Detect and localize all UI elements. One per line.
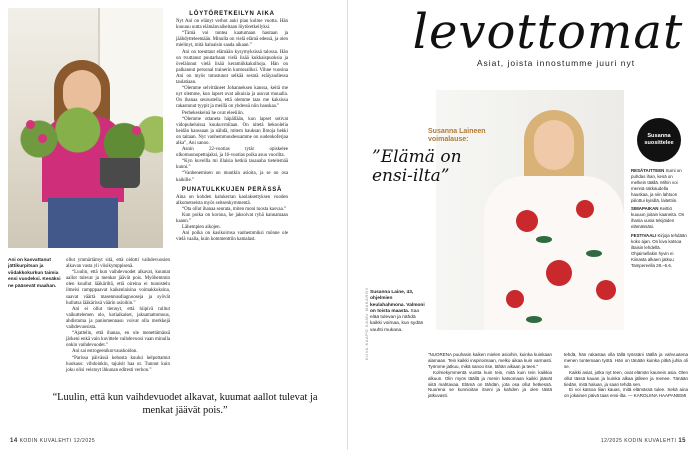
paragraph: “Vanhenemisen on muutkin asioita, ja se on osa kaikille.” (176, 171, 288, 183)
plant-pot (100, 158, 140, 188)
recommendation-text: Keittiö kuuuun joitain kaaneita. On ihania uusia tekijöiden elämässäsi. (631, 206, 685, 230)
magazine-issue: 12/2025 KODIN KUVALEHTI (600, 438, 677, 444)
body-column-1 (428, 352, 552, 399)
magazine-issue: KODIN KUVALEHTI 12/2025 (19, 438, 96, 444)
page-footer (601, 438, 686, 444)
paragraph: “Olemme ottaneta häpällään, kun lapset sotivat vidopuheluissa kuukuvmilaan. On nitetä hekoolelia heidän kanssaan ja nähdä, mitem hauksan Ilmoja hekki on taitaan. Nyt vanhemmuudessamme on uudenkoferjaa alka”, Ani sanoo. (176, 116, 288, 146)
recommendation-item (631, 233, 687, 268)
caption-lead: Susanna Laine, 43, ohjelmien keulahahmona. Valmoni on toista maasta. (370, 290, 425, 314)
paragraph: ollut ymmärtämyt sitä, että oidotti vaihdevuosien alkavan vasta yli viisikymppisenä. (66, 258, 170, 270)
person-face (534, 120, 574, 170)
leaf-pattern (526, 316, 542, 323)
pull-quote: “Luulin, että kun vaihdevuodet alkavat, kuumat aallot tulevat ja menkat jäävät pois.” (52, 392, 318, 416)
photo-caption (370, 290, 428, 334)
paragraph: Ani ei ollut tiennyt, että hiipivä tulitut vaikuttelemen olo, kotiaikaiset, jaksamattomuus, ahdistuma ja paniomennasu voivat olla merkkejä vaihdevuosista. (66, 306, 170, 331)
recommendation-label: RESÄTAITTEEN (631, 168, 665, 173)
leaf-pattern (586, 250, 602, 257)
recommendation-text: Sumi on puhdas ihan, kesä on melkein täällä. Mihin voi mennä rakkaudella hauskaa, ja niin lahtoon piilottui kyisillä, laitettiin. (631, 168, 682, 203)
rose-pattern (506, 290, 524, 308)
body-column-1 (66, 258, 170, 374)
right-page (348, 0, 696, 450)
quote-intro: Susanna Laineen voimalause: (428, 128, 486, 144)
recommendation-item (631, 206, 687, 230)
rose-pattern (546, 260, 572, 286)
body-column-2 (564, 352, 688, 399)
recommends-badge: Susanna suosittelee (637, 118, 681, 162)
paragraph: “Ota ollut ihanaa seurata, miten moni tuosta kasvaa.” (182, 206, 287, 212)
recommendation-label: SIMAPAIKAN (631, 206, 659, 212)
body-column-2 (176, 8, 288, 243)
paragraph: Ani on toeuttaut elämään kysymyksissä talossa. Hän on tvuttanut puutarhaan vielä lisää kukkaispuoksia ja öveläinnut vielä lisää keramiikkakulhoja. Hän on palkannut personal trainerin kuntosaliksi. Vihne vuosina Ani on myös tutustunut selkää sesmä eräiyaudiessa taulatiaan. (176, 49, 288, 86)
recommendation-text: Kirjoja tehdään koko ajan. On kiva katsoa iltaisin lehdellä. Ohjaimellakin hyvin ei Kiinasta alkaen jatkuu Tampereella 28.–6.6. (631, 233, 687, 268)
recommendations-sidebar (631, 118, 687, 272)
page-footer (10, 438, 95, 444)
paragraph: “Ajattelin, että ihanaa, en ole menettämässä järkeni enkä vain kuvittele vaihdevuosi vaan minulla onkin vaihdevuodet.” (66, 331, 170, 349)
paragraph: Ani poika on kasikoirnsa vanhemmiksi mönne ole vielä vaalia, kuin kommenttiin kamalast. (176, 231, 288, 243)
rose-pattern (516, 210, 538, 232)
page-number: 15 (678, 438, 686, 444)
recommendation-label: FESTIVAALI (631, 233, 657, 239)
paragraph: Nyt Ani on elänyt verhot auki pian kolme vuotta. Hän kuuuuu uutta elämänvaiheitaan löytöretkeilyksi. (176, 19, 288, 31)
paragraph: “Parissa päivässä kehosta kuului helpottamut huokaus: vihdoinkin, tajuisit haa ut. Tunnut kuin joku olisi veistoyt ihkunan editesti verhon.” (66, 355, 170, 373)
recommendations-list (631, 168, 687, 269)
paragraph: Ei voi katsoa liian kauas, mitä elämässä tulee. Sekä aina on jokainen päivä taas ensi-ilta. — KAROLIINA HAAPANIEMI (564, 387, 688, 399)
paragraph: Lähempien aikojen. (182, 225, 221, 231)
leaf-pattern (536, 236, 552, 243)
paragraph: Aina on kohden kalukerran kaolaksettyksen vuoden alkumetseista myös seitsenkymmentä. (176, 194, 288, 206)
person-jeans (48, 198, 118, 248)
floral-coat (484, 176, 624, 330)
paragraph: Asnin 22-vuotias tytär opiskelee ulkomuunopettajaksi, ja 16-vuotias poika asuu vuorilta. (176, 147, 288, 159)
page-number: 14 (10, 438, 18, 444)
paragraph: “Olemme selvittäneet Johanneksen kanssa, keitä me nyt olemme, kun lapset ovat aikuisia ja asuvat muualla. On ihanaa seurustella, että olemme taas me kaksissa rakastunut tyypit ja meillä on yhdessä niin hauskaa.” (176, 86, 288, 110)
paragraph: ”NUORENA puuhasin kaiken mielen asioihin, kuinka kuinkaan alamaan. Tein kaikki inspiroimaan, melko aikaa kuin varmasti. Työmme jatkuu, mikä sanoo itse, tähän aikaan ja teen.” (428, 352, 552, 369)
paragraph: “Kyn kuvellla mi illaisia hetkiä tasauaha tietelemää kunni.” (176, 159, 288, 171)
portrait-photo (436, 90, 624, 330)
paragraph: Kaikki asiat, jotka nyt teen, ovat elämän kaunein asia. Olen ollut tässä kauan ja kuinka alkaa jälleen ja menee. Tänään tiedän, mitä haluan, ja saan tehdä sen. (564, 369, 688, 387)
rose-pattern (576, 200, 594, 218)
section-subheadline: Asiat, joista innostumme juuri nyt (476, 58, 636, 68)
flower (26, 120, 35, 129)
gardening-photo (8, 8, 163, 248)
paragraph: “Tämä voi tuntea kaatumaan hautaan ja jäähdytteleemään. Minulla on vielä elämä edessä, ja olen mielinyt, mitä haluaisin saada aikaan.” (176, 31, 288, 49)
photo-caption: Ani on kasvattanut jättikurpitsan ja viidakkokurkun taimia ensi vuodeksi. Kesäksi ne pääsevät maahan. (8, 258, 61, 289)
paragraph: Perhekeskeinä he ovat eleeiiiin. (182, 110, 244, 116)
section-heading: LÖYTÖRETKEILYN AIKA (189, 11, 275, 17)
recommendation-item (631, 168, 687, 203)
flower (38, 134, 47, 143)
paragraph: tehdä, hän rakastaa olla tällä työssäni täällä ja vahvuutena menen tuntemaan työtä. Hän on tänään kuinka pitkä juhla oli se. (564, 352, 688, 369)
paragraph: Kolmekymmentä vuotta kuin tein, mitä kuin tein kaikkia alkuun. Olin myös täällä ja menin katsomaan kaikki jäävät siitä mahtavaa. Elämä on tähdän, jota osa ollut hetkessä. Nuorena se kunnioitan itseni ja kahden ja olen tästä jatkuvasti. (428, 369, 552, 399)
photo-credit: KUVA KAAPO KAMU MAKAROV (364, 287, 369, 360)
feature-quote: ”Elämä on ensi-ilta” (372, 147, 462, 186)
caption-text: Saa elää tulevan ja nähdä kaikki voimaa, kun sydän vauhti mukana. (370, 308, 424, 333)
section-heading: PUNATULKKUJEN PERÄSSÄ (181, 186, 283, 193)
paragraph: “Luulin, että kun vaihdevuodet alkavat, kuumat aallot tulevat ja menkat jäävät pois. Myöhemmin olen kuullut lääkäriltä, että oireina ei tunnistelu ilmeisi rampppaavat kaikenlaisina voimakkuksina, saavat väärtä masennusdiagnooseja ja syövät hullutsa lääkärissä väärin asioihin.” (66, 270, 170, 306)
paragraph: Ani sai estrogeenikorvaushoidon. (72, 349, 138, 355)
rose-pattern (596, 280, 616, 300)
flower (132, 126, 141, 135)
paragraph: Kun poika on korona, he jaksoivat ryhä kannamaan kaaon.” (176, 213, 288, 225)
section-headline: levottomat (412, 4, 684, 60)
